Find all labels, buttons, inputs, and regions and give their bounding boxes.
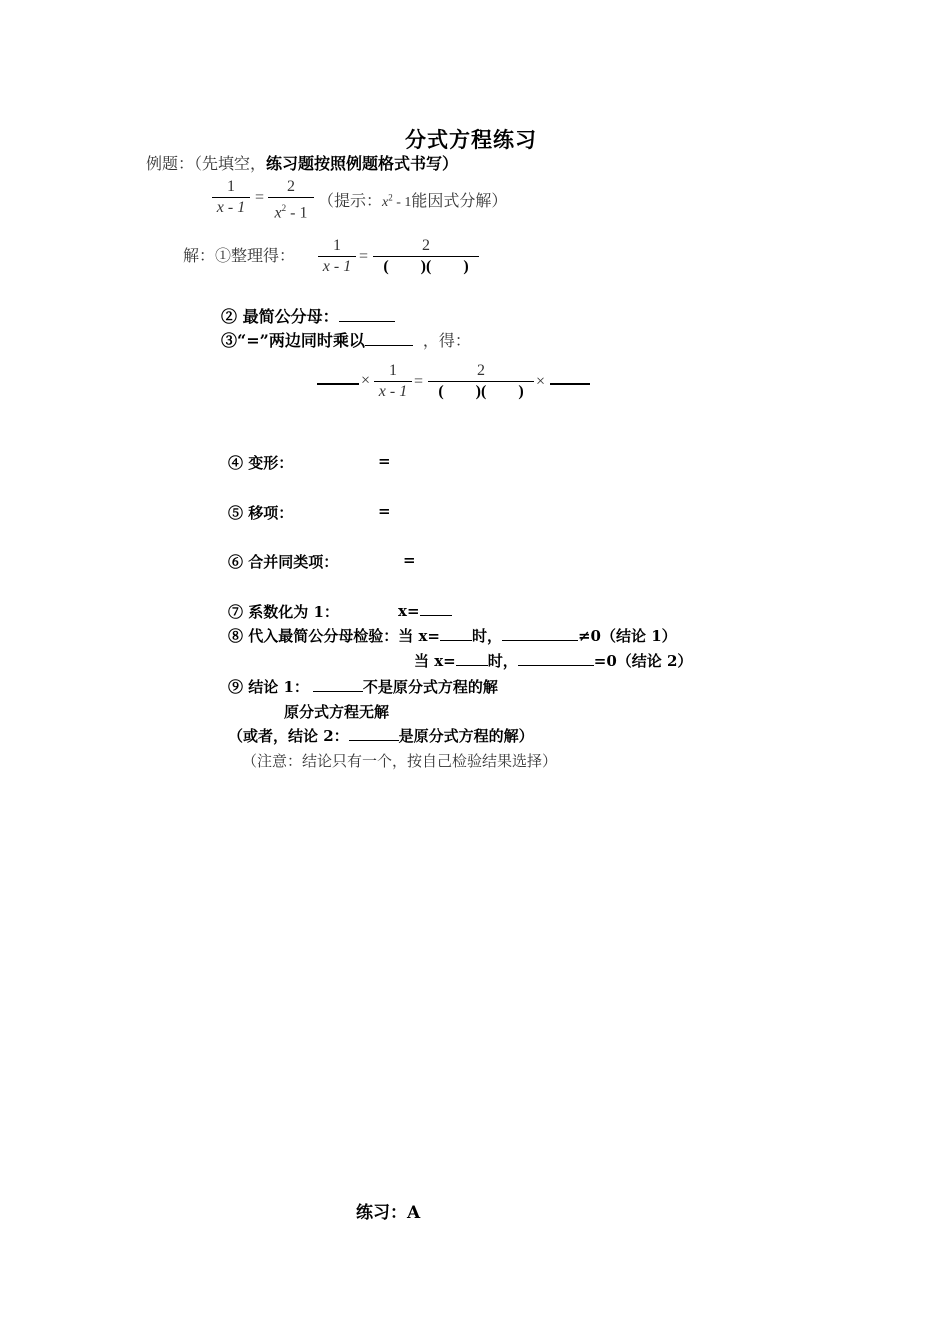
fraction-denominator: x - 1 (322, 258, 352, 275)
step8-denom-blank2[interactable] (518, 651, 594, 666)
example-label: 例题：（先填空， (146, 154, 267, 173)
step1-text: 解：①整理得： (183, 246, 296, 265)
step8-x-blank2[interactable] (456, 651, 488, 666)
step9-text: ⑨ 结论 1： (228, 678, 309, 696)
step3-left-blank[interactable] (317, 383, 359, 385)
hint-prefix: （提示： (318, 191, 383, 210)
step8-line2 (414, 650, 692, 671)
step1-lhs-fraction (318, 236, 356, 277)
step7-blank[interactable] (420, 601, 452, 616)
fraction-denominator (268, 198, 314, 223)
step8-when2: 时， (487, 652, 518, 670)
example-equals: = (255, 189, 265, 206)
step4-equals: = (378, 452, 391, 470)
step8-conclusion1: ≠0（结论 1） (577, 627, 677, 645)
step9-is-solution: 是原分式方程的解） (398, 727, 534, 745)
fraction-numerator: 2 (477, 362, 485, 379)
step8-conclusion2: =0（结论 2） (593, 652, 693, 670)
hint-base: x (382, 195, 389, 210)
step3-times-right: × (536, 373, 546, 390)
step9-blank[interactable] (313, 677, 363, 692)
step3-blank[interactable] (365, 331, 413, 346)
step8-denom-blank[interactable] (502, 626, 578, 641)
fraction-denominator: ( )( ) (438, 383, 524, 400)
step6-equals: = (403, 551, 416, 569)
step3-lhs-fraction (374, 361, 412, 402)
step9-blank2[interactable] (349, 726, 399, 741)
example-hint (318, 188, 507, 211)
step8-x-blank[interactable] (440, 626, 472, 641)
note: （注意：结论只有一个，按自己检验结果选择） (242, 752, 558, 770)
hint-expr (382, 192, 412, 210)
hint-rest: - 1 (392, 195, 412, 210)
den-base: x (274, 204, 282, 222)
fraction-denominator: ( )( ) (383, 258, 469, 275)
fraction-denominator: x - 1 (216, 199, 246, 216)
fraction-numerator: 2 (422, 237, 430, 254)
step2-text: ② 最简公分母： (221, 307, 339, 326)
step3-suffix: ，得： (422, 331, 471, 350)
step3-times-left: × (361, 372, 371, 389)
fraction-numerator: 1 (227, 178, 235, 195)
step8-text: ⑧ 代入最简公分母检验：当 x= (228, 627, 440, 645)
den-rest: - 1 (286, 204, 308, 222)
step2-line (221, 304, 395, 327)
step5-equals: = (378, 502, 391, 520)
step7-x: x= (398, 602, 420, 620)
step9-no-solution: 原分式方程无解 (284, 703, 390, 721)
step6-label: ⑥ 合并同类项： (228, 553, 339, 571)
step2-blank[interactable] (339, 307, 395, 322)
step7-label: ⑦ 系数化为 1： (228, 603, 339, 621)
fraction-numerator: 1 (389, 362, 397, 379)
practice-heading: 练习：A (356, 1203, 421, 1223)
example-lhs-fraction (212, 177, 250, 218)
step9-alt: （或者，结论 2： (228, 727, 349, 745)
step1-label (183, 243, 295, 266)
step8-when: 时， (471, 627, 502, 645)
step1-equals: = (359, 248, 369, 265)
step4-label: ④ 变形： (228, 454, 294, 472)
example-bold-note: 练习题按照例题格式书写） (266, 154, 459, 173)
fraction-numerator: 1 (333, 237, 341, 254)
example-line (146, 151, 458, 174)
fraction-numerator: 2 (287, 178, 295, 195)
step5-label: ⑤ 移项： (228, 504, 294, 522)
step9-line1 (228, 676, 498, 697)
step8-text2: 当 x= (414, 652, 456, 670)
step3-right-blank[interactable] (550, 383, 590, 385)
step9-not-solution: 不是原分式方程的解 (362, 678, 498, 696)
page-title: 分式方程练习 (405, 127, 537, 152)
step9-line3 (228, 725, 534, 746)
step1-rhs-fraction (373, 236, 479, 277)
step3-rhs-fraction (428, 361, 534, 402)
step3-equals: = (414, 373, 424, 390)
den-exp: 2 (281, 203, 287, 213)
hint-exp: 2 (388, 192, 393, 203)
example-rhs-fraction (268, 177, 314, 223)
step7-answer (398, 601, 452, 620)
fraction-denominator: x - 1 (378, 383, 408, 400)
hint-suffix: 能因式分解） (411, 191, 508, 210)
step3-line (221, 328, 471, 351)
step3-text: ③“=”两边同时乘以 (221, 331, 365, 350)
step8-line1 (228, 625, 677, 646)
